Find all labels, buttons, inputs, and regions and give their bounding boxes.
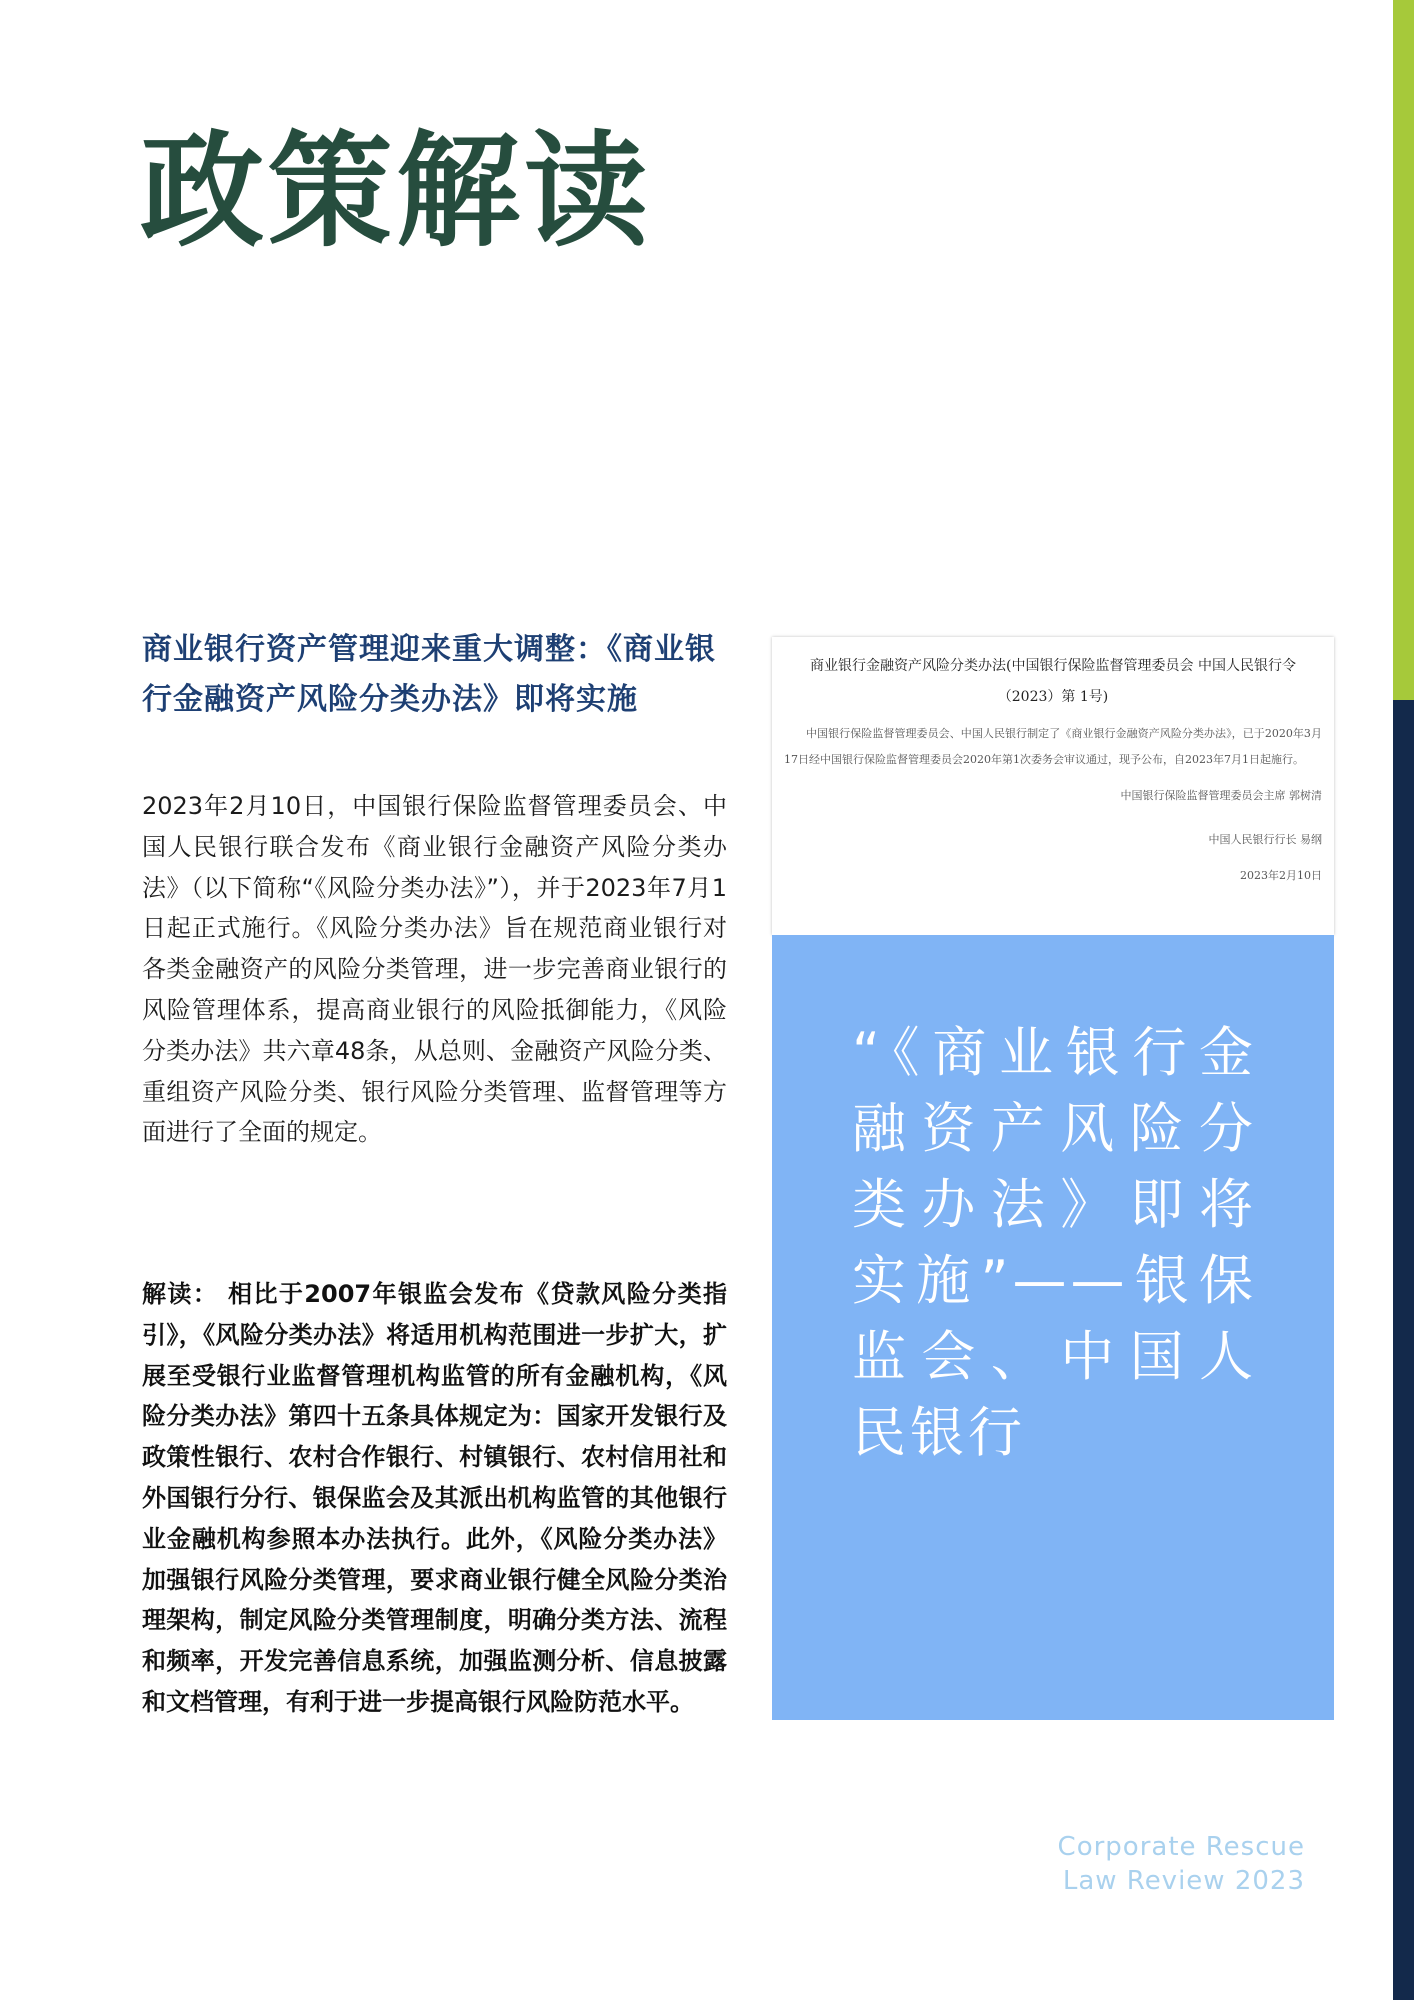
page-title: 政策解读 [140, 120, 653, 264]
article-heading: 商业银行资产管理迎来重大调整：《商业银行金融资产风险分类办法》即将实施 [142, 632, 716, 717]
document-date: 2023年2月10日 [1240, 869, 1322, 882]
publication-line-1: Corporate Rescue [1057, 1832, 1305, 1862]
analysis-paragraph: 解读： 相比于2007年银监会发布《贷款风险分类指引》，《风险分类办法》将适用机构范围进一步扩大，扩展至受银行业监督管理机构监管的所有金融机构，《风险分类办法》第四十五条具体规定为：国家开发银行及政策性银行、农村合作银行、村镇银行、农村信用社和外国银行分行、银保监会及其派出机构监管的其他银行业金融机构参照本办法执行。此外，《风险分类办法》加强银行风险分类管理，要求商业银行健全风险分类治理架构，制定风险分类管理制度，明确分类方法、流程和频率，开发完善信息系统，加强监测分析、信息披露和文档管理，有利于进一步提高银行风险防范水平。 [142, 1280, 727, 1716]
pull-quote-text: “《商业银行金融资产风险分类办法》即将实施”——银保监会、中国人民银行 [852, 1021, 1257, 1464]
pull-quote-box [772, 935, 1334, 1720]
document-body: 中国银行保险监督管理委员会、中国人民银行制定了《商业银行金融资产风险分类办法》，已于2020年3月17日经中国银行保险监督管理委员会2020年第1次委务会审议通过，现予公布，自2023年7月1日起施行。 [784, 727, 1322, 766]
side-accent-bar-navy [1393, 700, 1414, 2000]
publication-line-2: Law Review 2023 [1062, 1866, 1305, 1896]
document-excerpt [772, 637, 1334, 935]
document-signature-cbirc: 中国银行保险监督管理委员会主席 郭树清 [1120, 789, 1322, 802]
intro-paragraph: 2023年2月10日，中国银行保险监督管理委员会、中国人民银行联合发布《商业银行金融资产风险分类办法》（以下简称“《风险分类办法》”），并于2023年7月1日起正式施行。《风险分类办法》旨在规范商业银行对各类金融资产的风险分类管理，进一步完善商业银行的风险管理体系，提高商业银行的风险抵御能力，《风险分类办法》共六章48条，从总则、金融资产风险分类、重组资产风险分类、银行风险分类管理、监督管理等方面进行了全面的规定。 [142, 792, 727, 1147]
side-accent-bar-green [1393, 0, 1414, 700]
document-signature-pboc: 中国人民银行行长 易纲 [1208, 833, 1322, 846]
document-title: 商业银行金融资产风险分类办法(中国银行保险监督管理委员会 中国人民银行令（2023）第 1号) [810, 658, 1296, 705]
publication-name [1050, 1830, 1305, 1898]
